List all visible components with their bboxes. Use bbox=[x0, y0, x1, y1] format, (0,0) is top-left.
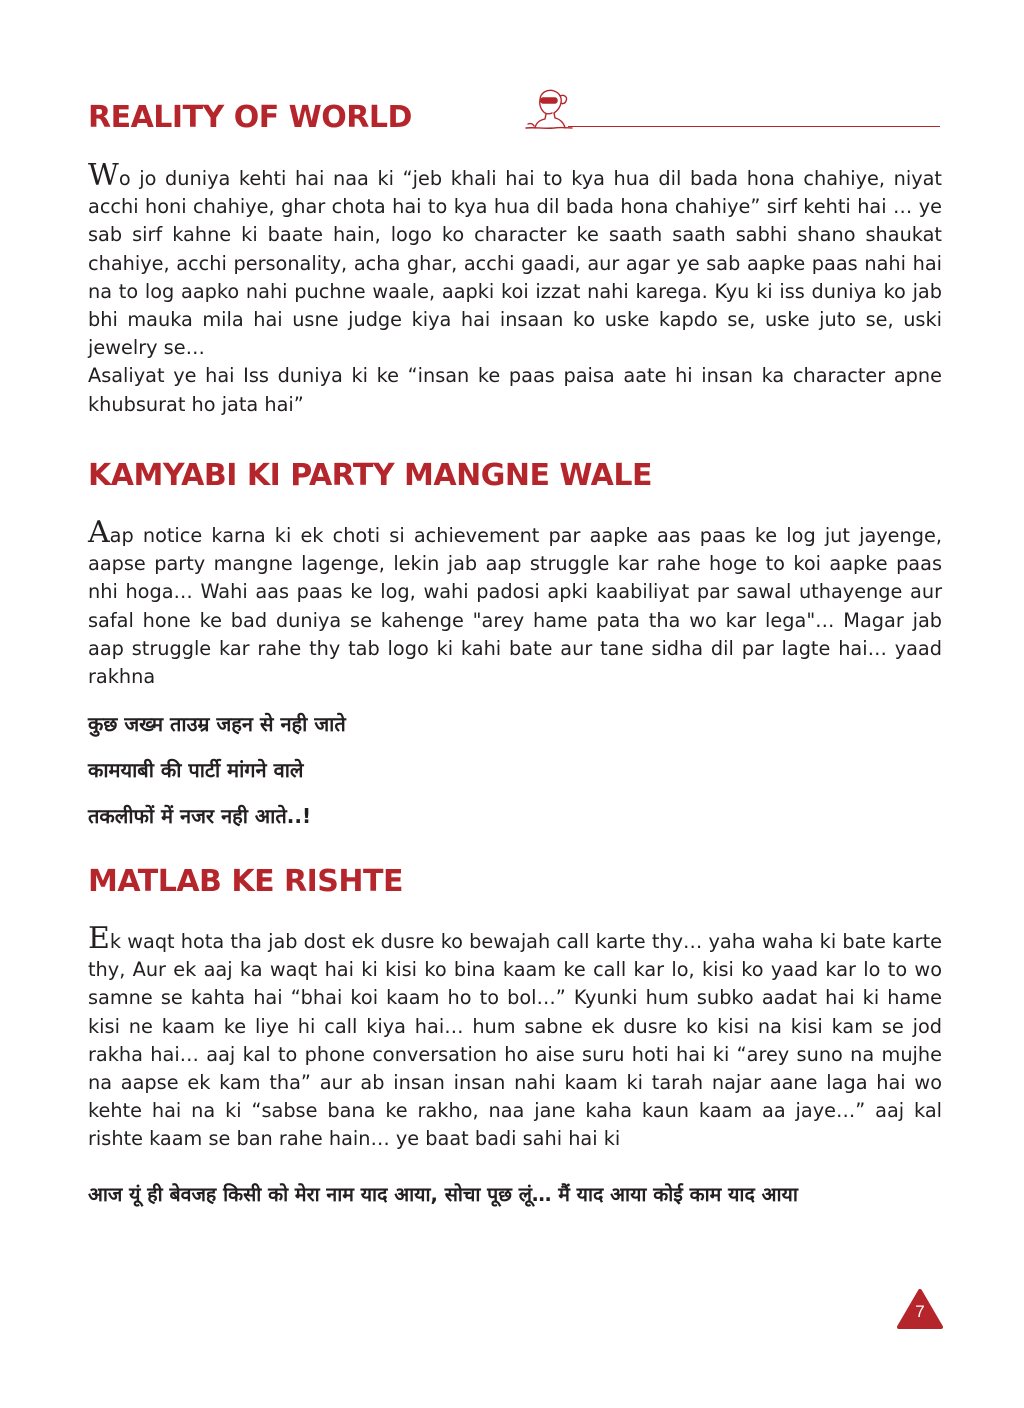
woman-sketch-icon bbox=[524, 86, 574, 134]
verse-line: कुछ जख्म ताउम्र जहन से नही जाते bbox=[88, 712, 346, 736]
body-text: ap notice karna ki ek choti si achievement par aapke aas paas ke log jut jayenge, aapse party mangne lagenge, lekin jab aap struggle kar rahe hoge to koi aapke paas nhi hoga… Wahi aas paas ke log, wahi padosi apki kaabiliyat par sawal uthayenge aur safal hone ke bad duniya se kahenge "arey hame pata tha wo kar lega"… Magar jab aap struggle kar rahe thy tab logo ki kahi bate aur tane sidha dil par lagte hai… yaad rakhna bbox=[88, 524, 942, 689]
drop-cap: A bbox=[88, 515, 110, 550]
section-body bbox=[88, 158, 942, 419]
page-number: 7 bbox=[915, 1302, 925, 1321]
section-body bbox=[88, 515, 942, 691]
header-rule bbox=[568, 126, 940, 127]
section-heading: MATLAB KE RISHTE bbox=[88, 864, 403, 899]
body-text: o jo duniya kehti hai naa ki “jeb khali hai to kya hua dil bada hona chahiye, niyat acchi honi chahiye, ghar chota hai to kya hua dil bada hona chahiye” sirf kehti hai … ye sab sirf kahne ki baate hain, logo ko character ke saath saath sabhi shano shaukat chahiye, acchi personality, acha ghar, acchi gaadi, aur agar ye sab aapke paas nahi hai na to log aapko nahi puchne waale, aapki koi izzat nahi karega. Kyu ki iss duniya ko jab bhi mauka mila hai usne judge kiya hai insaan ko uske kapdo se, uske juto se, uski jewelry se… bbox=[88, 167, 942, 360]
body-text: k waqt hota tha jab dost ek dusre ko bewajah call karte thy… yaha waha ki bate karte thy, Aur ek aaj ka waqt hai ki kisi ko bina kaam ke call kar lo, kisi ko yaad kar lo to wo samne se kahta hai “bhai koi kaam ho to bol…” Kyunki hum subko aadat hai ki hame kisi ne kaam ke liye hi call kiya hai… hum sabne ek dusre ko kisi na kisi kam se jod rakha hai… aaj kal to phone conversation ho aise suru hoti hai ki “arey suno na mujhe na aapse ek kam tha” aur ab insan insan nahi kaam ki tarah najar aane laga hai wo kehte hai na ki “sabse bana ke rakho, naa jane kaha kaun kaam aa jaye…” aaj kal rishte kaam se ban rahe hain… ye baat badi sahi hai ki bbox=[88, 930, 942, 1151]
section-heading: KAMYABI KI PARTY MANGNE WALE bbox=[88, 458, 652, 493]
body-text-continued: Asaliyat ye hai Iss duniya ki ke “insan ke paas paisa aate hi insan ka character apne khubsurat ho jata hai” bbox=[88, 364, 942, 416]
drop-cap: W bbox=[88, 158, 119, 193]
section-body bbox=[88, 921, 942, 1154]
closing-quote: आज यूं ही बेवजह किसी को मेरा नाम याद आया, सोचा पूछ लूं… मैं याद आया कोई काम याद आया bbox=[88, 1183, 798, 1206]
verse-line: तकलीफों में नजर नही आते..! bbox=[88, 804, 312, 828]
section-heading: REALITY OF WORLD bbox=[88, 100, 412, 135]
verse-line: कामयाबी की पार्टी मांगने वाले bbox=[88, 758, 304, 782]
drop-cap: E bbox=[88, 921, 110, 956]
